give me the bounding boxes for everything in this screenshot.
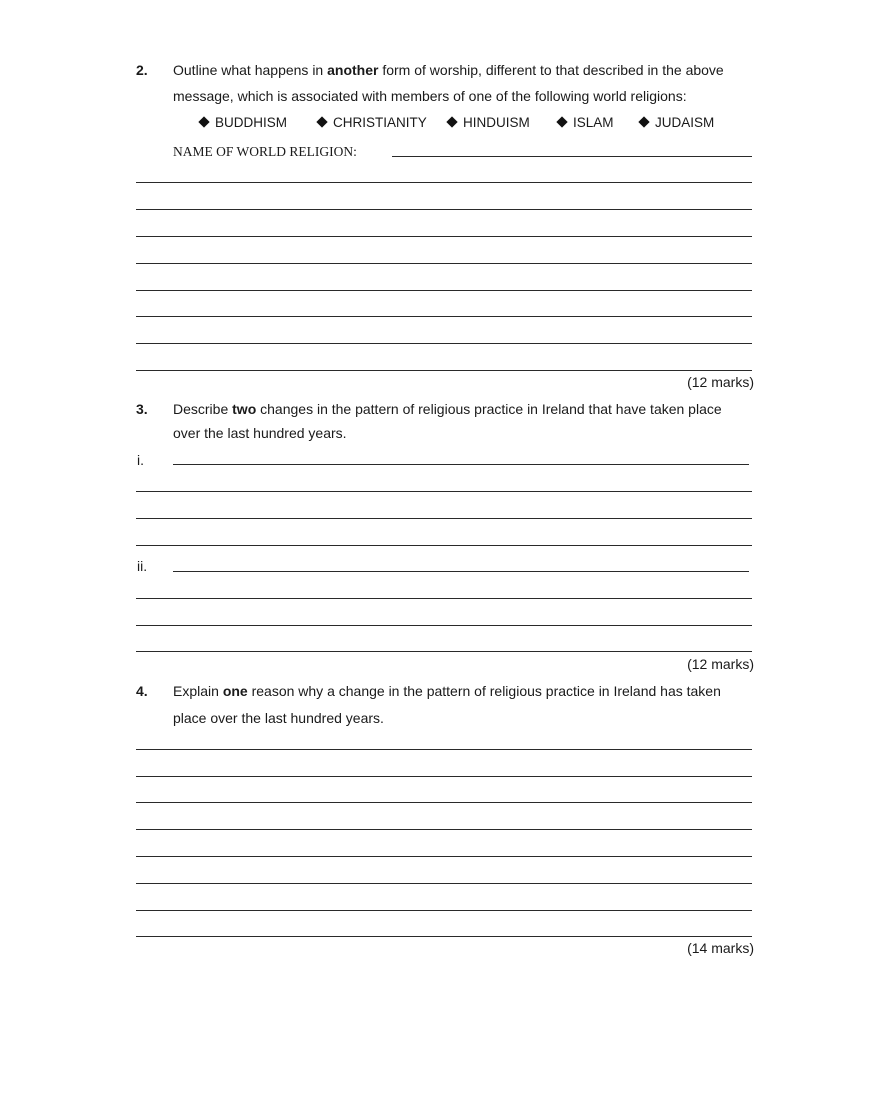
religion-item-christianity — [318, 115, 427, 130]
answer-line[interactable] — [136, 802, 752, 803]
marks-label: (12 marks) — [687, 374, 754, 390]
religion-item-judaism — [640, 115, 714, 130]
diamond-bullet-icon — [316, 116, 327, 127]
answer-line[interactable] — [136, 749, 752, 750]
religion-item-hinduism — [448, 115, 530, 130]
answer-line[interactable] — [173, 464, 749, 465]
question-number: 3. — [136, 401, 148, 417]
name-of-religion-label: NAME OF WORLD RELIGION: — [173, 144, 357, 159]
answer-line[interactable] — [136, 182, 752, 183]
religion-item-islam — [558, 115, 614, 130]
emphasis-text: another — [327, 62, 379, 78]
text-segment: Explain — [173, 683, 223, 699]
emphasis-text: one — [222, 683, 248, 699]
part-ii-label: ii. — [137, 558, 148, 574]
part-i-label: i. — [137, 452, 144, 468]
answer-line[interactable] — [136, 883, 752, 884]
answer-line[interactable] — [136, 936, 752, 937]
diamond-bullet-icon — [198, 116, 209, 127]
answer-line[interactable] — [136, 910, 752, 911]
diamond-bullet-icon — [638, 116, 649, 127]
answer-line[interactable] — [136, 829, 752, 830]
answer-line[interactable] — [136, 651, 752, 652]
religion-label: JUDAISM — [655, 115, 715, 130]
text-segment: form of worship, different to that described in the above — [378, 62, 724, 78]
marks-label: (12 marks) — [687, 656, 754, 672]
answer-line[interactable] — [136, 290, 752, 291]
question-number: 2. — [136, 62, 148, 78]
answer-line[interactable] — [136, 856, 752, 857]
answer-line[interactable] — [136, 236, 752, 237]
question-text-line-1 — [173, 683, 721, 699]
answer-line[interactable] — [136, 545, 752, 546]
question-text-line-1 — [173, 62, 724, 78]
religion-label: BUDDHISM — [215, 115, 288, 130]
text-segment: Describe — [173, 401, 233, 417]
question-text-line-2: message, which is associated with members of one of the following world religions: — [173, 88, 687, 104]
answer-line[interactable] — [136, 343, 752, 344]
answer-line[interactable] — [136, 518, 752, 519]
religion-label: HINDUISM — [463, 115, 530, 130]
answer-line[interactable] — [136, 263, 752, 264]
religion-label: CHRISTIANITY — [333, 115, 427, 130]
marks-label: (14 marks) — [687, 940, 754, 956]
diamond-bullet-icon — [556, 116, 567, 127]
diamond-bullet-icon — [446, 116, 457, 127]
answer-line[interactable] — [173, 571, 749, 572]
emphasis-text: two — [232, 401, 257, 417]
text-segment: Outline what happens in — [173, 62, 328, 78]
answer-line[interactable] — [136, 370, 752, 371]
question-number: 4. — [136, 683, 148, 699]
answer-line[interactable] — [136, 491, 752, 492]
text-segment: reason why a change in the pattern of religious practice in Ireland has taken — [247, 683, 721, 699]
answer-line[interactable] — [136, 316, 752, 317]
religion-item-buddhism — [200, 115, 287, 130]
answer-line[interactable] — [136, 625, 752, 626]
religion-name-answer-line[interactable] — [392, 156, 752, 157]
answer-line[interactable] — [136, 598, 752, 599]
question-text-line-1 — [173, 401, 722, 417]
religion-label: ISLAM — [573, 115, 614, 130]
answer-line[interactable] — [136, 209, 752, 210]
text-segment: changes in the pattern of religious practice in Ireland that have taken place — [256, 401, 722, 417]
answer-line[interactable] — [136, 776, 752, 777]
question-text-line-2: place over the last hundred years. — [173, 710, 384, 726]
question-text-line-2: over the last hundred years. — [173, 425, 347, 441]
